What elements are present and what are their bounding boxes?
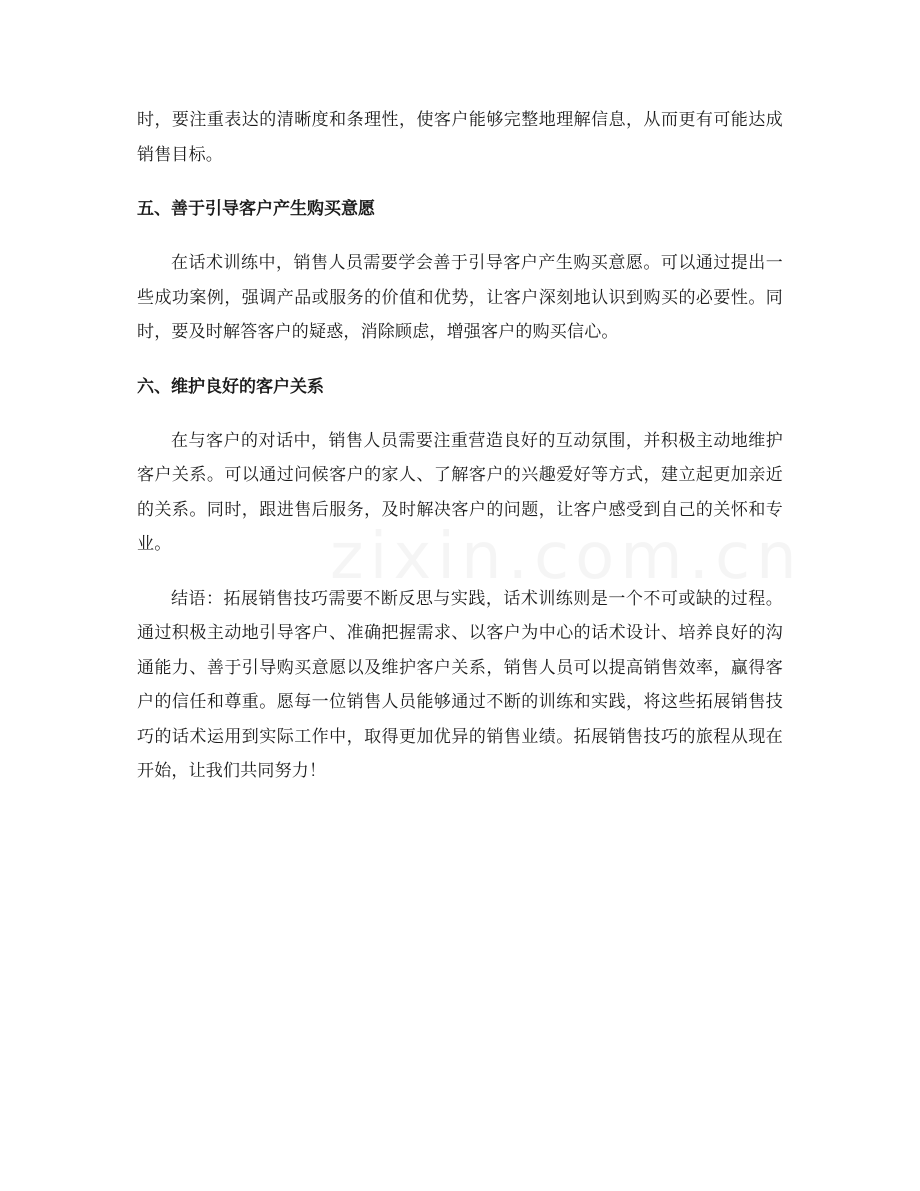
section-5-heading: 五、善于引导客户产生购买意愿 <box>137 199 375 219</box>
section-6-paragraph: 在与客户的对话中，销售人员需要注重营造良好的互动氛围，并积极主动地维护客户关系。可以通过问候客户的家人、了解客户的兴趣爱好等方式，建立起更加亲近的关系。同时，跟进售后服务，及时解决客户的问题，让客户感受到自己的关怀和专业。 <box>137 430 783 554</box>
conclusion-paragraph: 结语：拓展销售技巧需要不断反思与实践，话术训练则是一个不可或缺的过程。通过积极主动地引导客户、准确把握需求、以客户为中心的话术设计、培养良好的沟通能力、善于引导购买意愿以及维护客户关系，销售人员可以提高销售效率，赢得客户的信任和尊重。愿每一位销售人员能够通过不断的训练和实践，将这些拓展销售技巧的话术运用到实际工作中，取得更加优异的销售业绩。拓展销售技巧的旅程从现在开始，让我们共同努力！ <box>137 588 783 781</box>
section-5-paragraph: 在话术训练中，销售人员需要学会善于引导客户产生购买意愿。可以通过提出一些成功案例，强调产品或服务的价值和优势，让客户深刻地认识到购买的必要性。同时，要及时解答客户的疑惑，消除顾虑，增强客户的购买信心。 <box>137 253 783 342</box>
document-body <box>137 103 783 789</box>
intro-paragraph: 时，要注重表达的清晰度和条理性，使客户能够完整地理解信息，从而更有可能达成销售目标。 <box>137 110 783 165</box>
section-6-heading: 六、维护良好的客户关系 <box>137 376 324 397</box>
